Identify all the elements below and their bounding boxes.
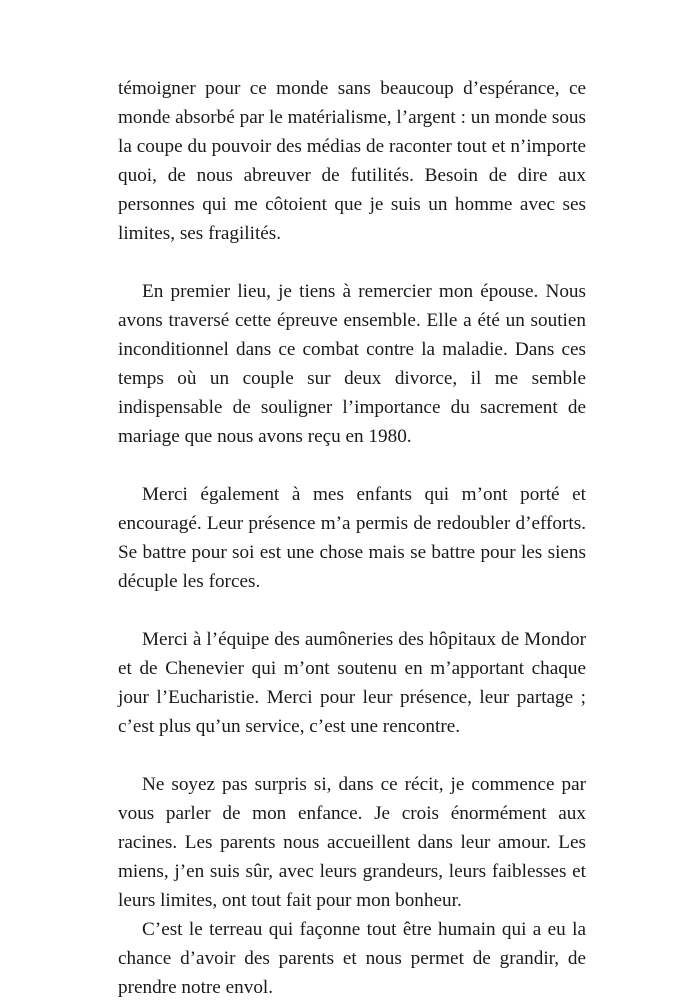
paragraph-1: témoigner pour ce monde sans beaucoup d’espérance, ce monde absorbé par le matérialisme, l’argent : un monde sous la coupe du pouvoir des médias de raconter tout et n’importe quoi, de nous abreuver de futilités. Besoin de dire aux personnes qui me côtoient que je suis un homme avec ses limites, ses fragilités. [118,78,586,244]
paragraph-4: Merci à l’équipe des aumôneries des hôpitaux de Mondor et de Chenevier qui m’ont soutenu en m’apportant chaque jour l’Eucharistie. Merci pour leur présence, leur partage ; c’est plus qu’un service, c’est une rencontre. [118,629,586,737]
paragraph-5: Ne soyez pas surpris si, dans ce récit, je commence par vous parler de mon enfance. Je crois énormément aux racines. Les parents nous accueillent dans leur amour. Les miens, j’en suis sûr, avec leurs grandeurs, leurs faiblesses et leurs limites, ont tout fait pour mon bonheur. [118,774,586,911]
body-text [118,74,586,1002]
paragraph-2: En premier lieu, je tiens à remercier mon épouse. Nous avons traversé cette épreuve ensemble. Elle a été un soutien inconditionnel dans ce combat contre la maladie. Dans ces temps où un couple sur deux divorce, il me semble indispensable de souligner l’importance du sacrement de mariage que nous avons reçu en 1980. [118,281,586,447]
paragraph-3: Merci également à mes enfants qui m’ont porté et encouragé. Leur présence m’a permis de redoubler d’efforts. Se battre pour soi est une chose mais se battre pour les siens décuple les forces. [118,484,586,592]
paragraph-6: C’est le terreau qui façonne tout être humain qui a eu la chance d’avoir des parents et nous permet de grandir, de prendre notre envol. [118,919,586,998]
